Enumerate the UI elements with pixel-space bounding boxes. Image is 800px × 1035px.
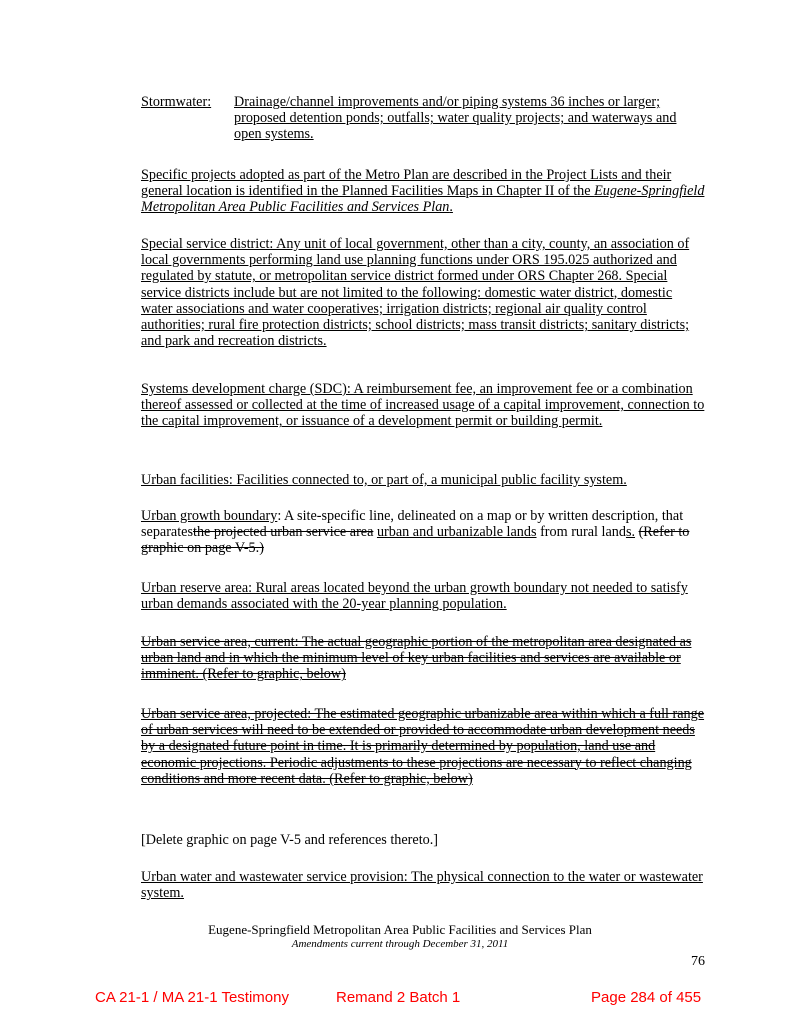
urban-facilities-text: Urban facilities: Facilities connected to, or part of, a municipal public facility system. <box>141 472 627 488</box>
ugb-deleted-text: the projected urban service area <box>193 524 374 541</box>
specific-projects-period: . <box>449 199 453 216</box>
stormwater-body: Drainage/channel improvements and/or piping systems 36 inches or larger; proposed detention ponds; outfalls; water quality projects; and waterways and open systems. <box>234 94 677 143</box>
stamp-page-count: Page 284 of 455 <box>591 989 702 1006</box>
delete-graphic-note: [Delete graphic on page V-5 and references thereto.] <box>141 832 439 848</box>
urban-reserve-text: Urban reserve area: Rural areas located beyond the urban growth boundary not needed to satisfy urban demands associated with the 20-year planning population. <box>141 580 688 613</box>
ugb-term: Urban growth boundary <box>141 508 278 524</box>
urban-service-area-projected-definition <box>141 706 707 787</box>
footer-plan-title: Eugene-Springfield Metropolitan Area Public Facilities and Services Plan <box>208 922 592 937</box>
sdc-text: Systems development charge (SDC): A reimbursement fee, an improvement fee or a combination thereof assessed or collected at the time of increased usage of a capital improvement, connection to the capital improvement, or issuance of a development permit or building permit. <box>141 381 705 430</box>
plan-title-reference: Eugene-Springfield Metropolitan Area Public Facilities and Services Plan <box>141 183 705 216</box>
usa-current-text: Urban service area, current: The actual geographic portion of the metropolitan area designated as urban land and in which the minimum level of key urban facilities and services are available or imminent. (Refer to graphic, below) <box>141 634 692 683</box>
urban-reserve-definition <box>141 580 707 612</box>
page-number: 76 <box>691 954 705 969</box>
footer-amendments-note: Amendments current through December 31, 2011 <box>291 938 509 950</box>
ugb-deleted-reference: (Refer to graphic on page V-5.) <box>141 524 690 557</box>
ugb-mid: from rural land <box>536 524 626 541</box>
ugb-definition <box>141 508 707 557</box>
specific-projects-text: Specific projects adopted as part of the Metro Plan are described in the Project Lists and their general location is identified in the Planned Facilities Maps in Chapter II of the <box>141 167 672 200</box>
urban-facilities-definition <box>141 472 707 488</box>
stormwater-definition <box>141 94 707 143</box>
stamp-batch: Remand 2 Batch 1 <box>336 989 461 1006</box>
special-service-district-text: Special service district: Any unit of local government, other than a city, county, an association of local governments performing land use planning functions under ORS 195.025 authorized and regulated by statute, or metropolitan service district formed under ORS Chapter 268. Special service districts include but are not limited to the following: domestic water district, domestic water associations and water cooperatives; irrigation districts; regional air quality control authorities; rural fire protection districts; school districts; mass transit districts; sanitary districts; and park and recreation districts. <box>141 236 690 350</box>
sdc-definition <box>141 381 707 430</box>
stamp-testimony-id: CA 21-1 / MA 21-1 Testimony <box>95 989 289 1006</box>
special-service-district-definition <box>141 236 707 349</box>
ugb-added-suffix: s. <box>625 524 636 541</box>
stormwater-term: Stormwater: <box>141 94 212 110</box>
urban-service-area-current-definition <box>141 634 707 683</box>
usa-projected-text: Urban service area, projected: The estimated geographic urbanizable area within which a full range of urban services will need to be extended or provided to accommodate urban development needs by a designated future point in time. It is primarily determined by population, land use and economic projections. Periodic adjustments to these projections are necessary to reflect changing conditions and more recent data. (Refer to graphic, below) <box>141 706 705 787</box>
water-provision-text: Urban water and wastewater service provision: The physical connection to the water or wastewater system. <box>141 869 703 902</box>
ugb-lead: : A site-specific line, delineated on a map or by written description, that separates <box>141 508 684 541</box>
water-service-provision-definition <box>141 869 707 901</box>
specific-projects-paragraph <box>141 167 707 216</box>
ugb-added-text: urban and urbanizable lands <box>376 524 537 541</box>
